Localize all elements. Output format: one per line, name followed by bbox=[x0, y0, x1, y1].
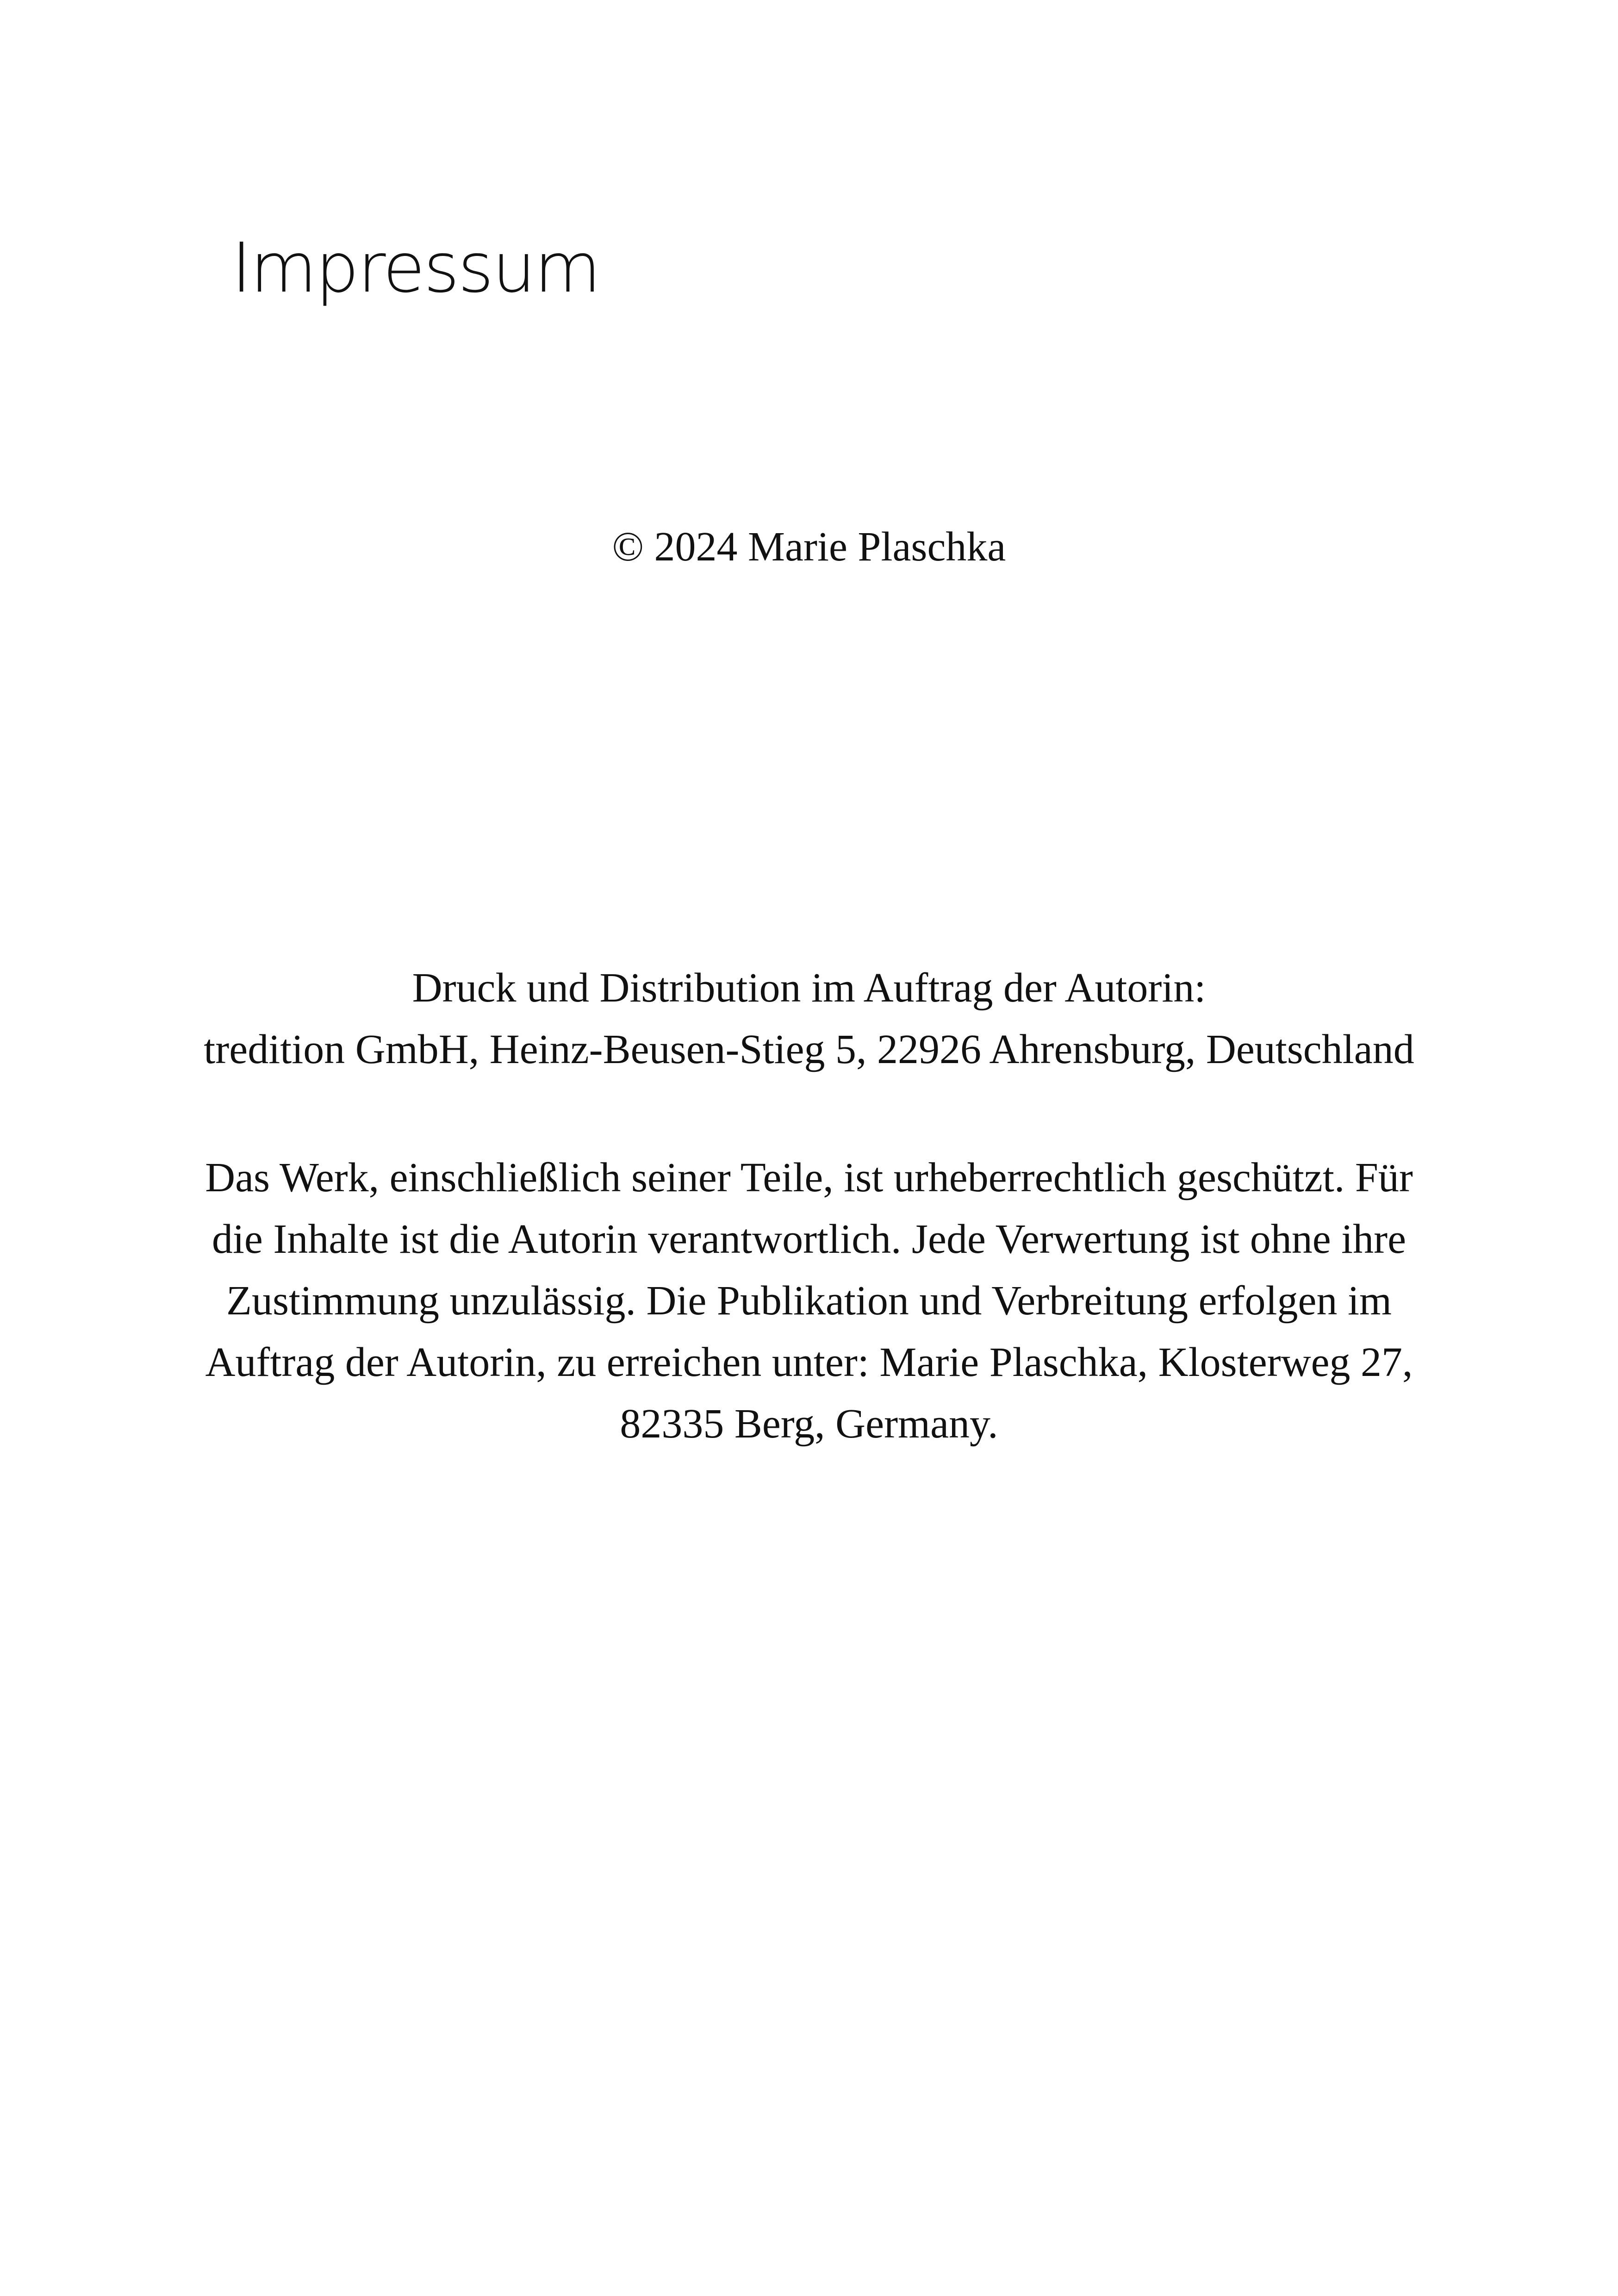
distribution-block bbox=[0, 957, 1618, 1080]
distribution-line: Druck und Distribution im Auftrag der Autorin: bbox=[412, 965, 1206, 1011]
legal-notice-line: Zustimmung unzulässig. Die Publikation und Verbreitung erfolgen im bbox=[226, 1278, 1392, 1324]
legal-notice-line: 82335 Berg, Germany. bbox=[620, 1401, 998, 1447]
page-title: Impressum bbox=[231, 228, 600, 308]
legal-notice-line: Das Werk, einschließlich seiner Teile, ist urheberrechtlich geschützt. Für bbox=[205, 1155, 1413, 1201]
legal-notice-line: Auftrag der Autorin, zu erreichen unter: Marie Plaschka, Klosterweg 27, bbox=[205, 1339, 1413, 1385]
copyright-notice: © 2024 Marie Plaschka bbox=[612, 524, 1006, 570]
legal-notice-line: die Inhalte ist die Autorin verantwortlich. Jede Verwertung ist ohne ihre bbox=[212, 1216, 1406, 1262]
distribution-line: tredition GmbH, Heinz-Beusen-Stieg 5, 22926 Ahrensburg, Deutschland bbox=[204, 1027, 1414, 1072]
legal-notice-block bbox=[0, 1147, 1618, 1455]
